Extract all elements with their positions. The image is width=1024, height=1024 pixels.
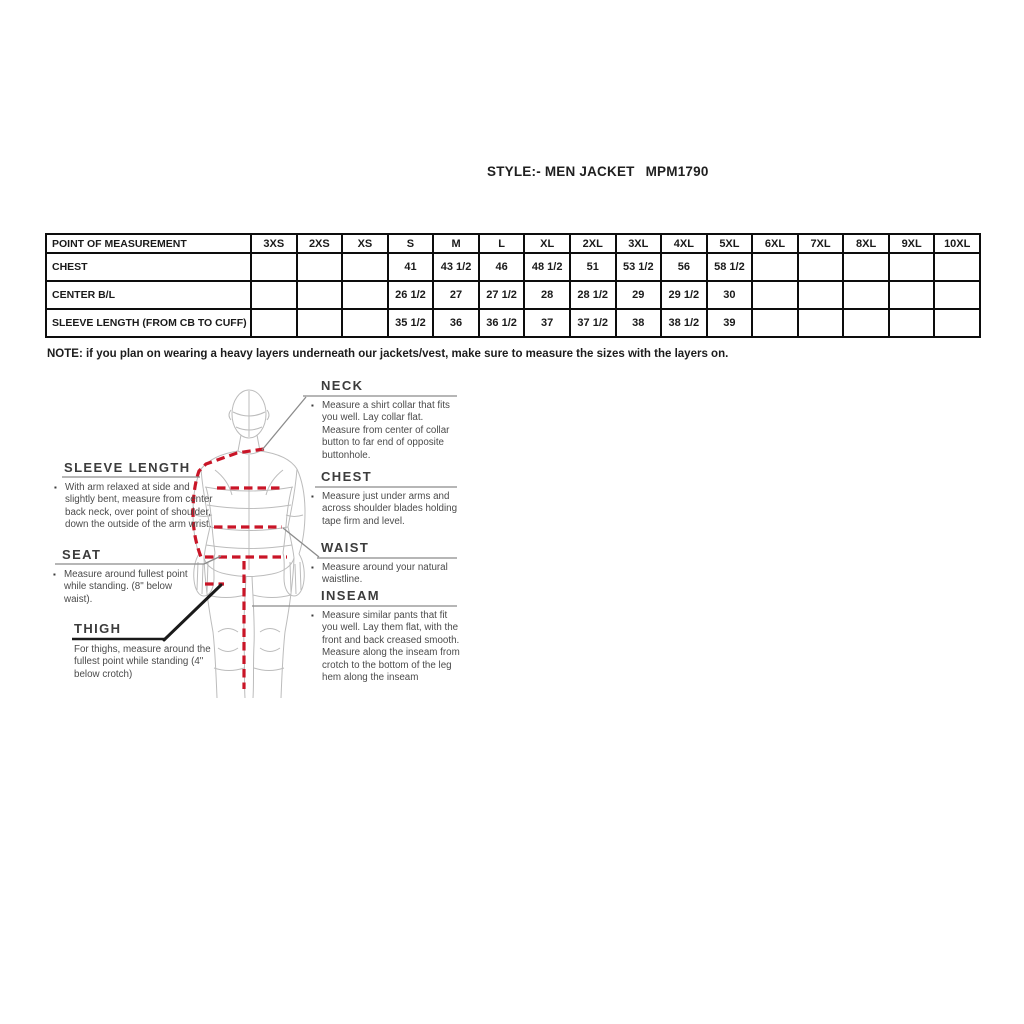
col-header-size: 8XL [843, 234, 889, 253]
inseam-heading: INSEAM [321, 588, 380, 603]
measurement-cell [342, 309, 388, 337]
measurement-cell [342, 281, 388, 309]
measurement-cell: 29 [616, 281, 662, 309]
measurement-cell [297, 253, 343, 281]
row-label: SLEEVE LENGTH (FROM CB TO CUFF) [46, 309, 251, 337]
measurement-cell: 53 1/2 [616, 253, 662, 281]
measurement-cell [798, 309, 844, 337]
measurement-cell [889, 309, 935, 337]
waist-instructions: ▪ Measure around your natural waistline. [322, 562, 464, 587]
table-row [46, 281, 980, 309]
measurement-cell [934, 281, 980, 309]
measurement-cell [843, 281, 889, 309]
measurement-cell: 35 1/2 [388, 309, 434, 337]
measurement-cell: 43 1/2 [433, 253, 479, 281]
col-header-size: XL [524, 234, 570, 253]
col-header-size: S [388, 234, 434, 253]
note-text: NOTE: if you plan on wearing a heavy layers underneath our jackets/vest, make sure to measure the sizes with the layers on. [47, 348, 729, 360]
chest-heading: CHEST [321, 469, 373, 484]
measurement-cell [843, 309, 889, 337]
measurement-cell [889, 281, 935, 309]
measurement-cell: 58 1/2 [707, 253, 753, 281]
size-chart-table [45, 233, 981, 338]
size-chart [45, 233, 981, 338]
col-header-size: 10XL [934, 234, 980, 253]
col-header-size: 2XS [297, 234, 343, 253]
col-header-size: 6XL [752, 234, 798, 253]
measurement-cell: 36 [433, 309, 479, 337]
thigh-heading: THIGH [74, 621, 122, 636]
col-header-size: 4XL [661, 234, 707, 253]
measurement-cell: 41 [388, 253, 434, 281]
measurement-cell [752, 309, 798, 337]
measurement-cell: 56 [661, 253, 707, 281]
measurement-cell [798, 253, 844, 281]
measurement-guide [40, 372, 470, 698]
measurement-cell: 30 [707, 281, 753, 309]
inseam-instructions: ▪ Measure similar pants that fit you well. Lay them flat, with the front and back creased smooth. Measure along the inseam from crotch to the bottom of the leg hem along the inseam [322, 610, 464, 684]
style-label: STYLE:- MEN JACKET [487, 164, 635, 179]
sleeve-length-heading: SLEEVE LENGTH [64, 460, 191, 475]
measurement-cell: 28 [524, 281, 570, 309]
col-header-size: L [479, 234, 525, 253]
table-row [46, 253, 980, 281]
measurement-cell: 37 [524, 309, 570, 337]
table-row [46, 309, 980, 337]
col-header-size: 7XL [798, 234, 844, 253]
col-header-size: 5XL [707, 234, 753, 253]
sleeve-length-instructions: ▪ With arm relaxed at side and slightly bent, measure from center back neck, over point of shoulder, down the outside of the arm wrist. [65, 482, 213, 532]
chest-instructions: ▪ Measure just under arms and across shoulder blades holding tape firm and level. [322, 491, 464, 528]
measurement-cell [297, 309, 343, 337]
measurement-cell [934, 253, 980, 281]
measurement-cell: 26 1/2 [388, 281, 434, 309]
row-label: CENTER B/L [46, 281, 251, 309]
measurement-cell: 51 [570, 253, 616, 281]
row-label: CHEST [46, 253, 251, 281]
measurement-cell: 38 1/2 [661, 309, 707, 337]
size-chart-body [46, 253, 980, 337]
waist-heading: WAIST [321, 540, 370, 555]
measurement-cell: 37 1/2 [570, 309, 616, 337]
col-header-size: 2XL [570, 234, 616, 253]
measurement-cell [251, 253, 297, 281]
measurement-cell [752, 281, 798, 309]
measurement-cell [889, 253, 935, 281]
col-header-size: 3XL [616, 234, 662, 253]
measurement-cell [752, 253, 798, 281]
col-header-size: XS [342, 234, 388, 253]
measurement-cell: 27 [433, 281, 479, 309]
col-header-size: 9XL [889, 234, 935, 253]
col-header-point-of-measurement: POINT OF MEASUREMENT [46, 234, 251, 253]
measurement-cell: 29 1/2 [661, 281, 707, 309]
measurement-cell: 46 [479, 253, 525, 281]
measurement-cell [798, 281, 844, 309]
measurement-cell [843, 253, 889, 281]
seat-heading: SEAT [62, 547, 102, 562]
measurement-cell [297, 281, 343, 309]
neck-instructions: ▪ Measure a shirt collar that fits you well. Lay collar flat. Measure from center of collar button to far end of opposite buttonhole. [322, 400, 464, 462]
page-title [487, 164, 709, 179]
measurement-cell [934, 309, 980, 337]
style-code: MPM1790 [645, 164, 709, 179]
measurement-cell: 28 1/2 [570, 281, 616, 309]
measurement-cell [251, 309, 297, 337]
col-header-size: M [433, 234, 479, 253]
size-chart-header-row [46, 234, 980, 253]
measurement-cell: 27 1/2 [479, 281, 525, 309]
measurement-cell: 38 [616, 309, 662, 337]
col-header-size: 3XS [251, 234, 297, 253]
measurement-cell: 48 1/2 [524, 253, 570, 281]
measurement-cell [342, 253, 388, 281]
seat-instructions: ▪ Measure around fullest point while standing. (8" below waist). [64, 569, 194, 606]
neck-heading: NECK [321, 378, 364, 393]
measurement-cell [251, 281, 297, 309]
thigh-instructions: For thighs, measure around the fullest point while standing (4" below crotch) [74, 644, 211, 680]
measurement-cell: 39 [707, 309, 753, 337]
measurement-cell: 36 1/2 [479, 309, 525, 337]
